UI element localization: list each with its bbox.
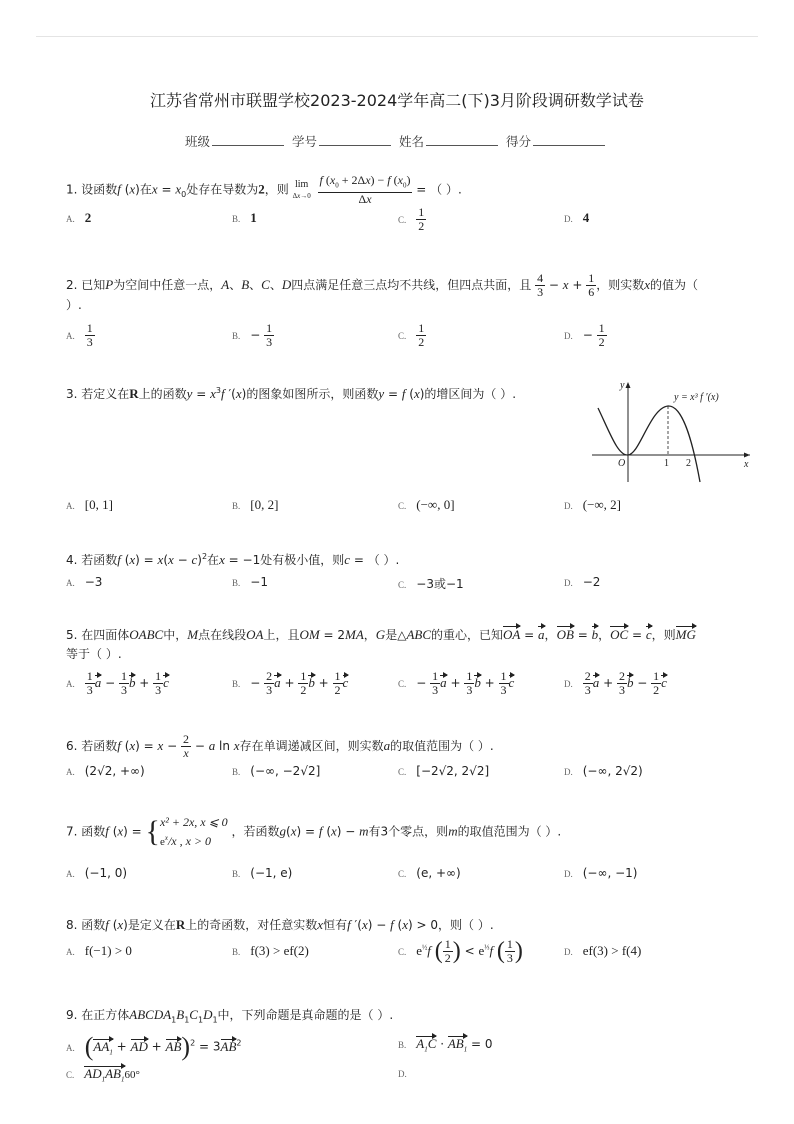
q4-option-d[interactable] [564, 575, 600, 589]
option-value: f(3) > ef(2) [250, 943, 309, 958]
y-axis-arrow [626, 382, 631, 388]
option-letter: A. [66, 869, 75, 879]
origin-label: O [618, 458, 626, 469]
q9-text: 中，下列命题是真命题的是（ ）. [217, 1008, 394, 1022]
option-value: [−2√2, 2√2] [416, 764, 490, 778]
option-letter: A. [66, 578, 75, 588]
q4-option-a[interactable] [66, 575, 102, 589]
name-blank[interactable] [426, 133, 498, 146]
q2-option-b[interactable]: B. − $\frac{1}{3}$ [232, 321, 273, 349]
q6-text: 存在单调递减区间，则实数 [239, 739, 384, 753]
option-value: 4 [582, 210, 590, 225]
question-4: 4. 若函数f $(x) = x(x - c)^2$在x = −1处有极小值，则c = （ ）. [66, 552, 400, 567]
q2-text: 为空间中任意一点， [113, 278, 222, 292]
option-value: (−∞, −2√2] [250, 764, 321, 778]
option-value: (−∞, 2√2) [582, 764, 643, 778]
x-axis-arrow [744, 453, 750, 458]
option-letter: C. [398, 501, 407, 511]
q6-option-d[interactable] [564, 764, 643, 778]
option-letter: C. [398, 767, 407, 777]
q4-text: 4. 若函数 [66, 553, 118, 567]
option-letter: B. [232, 947, 241, 957]
option-letter: C. [398, 580, 407, 590]
option-value: 1 [250, 210, 257, 225]
q2-option-d[interactable]: D. − $\frac{1}{2}$ [564, 321, 605, 349]
q2-text: 四点满足任意三点均不共线，但四点共面，且 [291, 278, 532, 292]
q4-text: （ ）. [367, 553, 400, 567]
option-letter: A. [66, 214, 75, 224]
q2-text: 的值为（ [650, 278, 699, 292]
q1-text: 处存在导数为 [186, 182, 259, 197]
q9-option-b[interactable]: B. $A_1C \cdot AB_1 = 0$ [398, 1036, 493, 1054]
q2-option-a[interactable]: A. $\frac{1}{3}$ [66, 321, 93, 349]
q4-option-b[interactable] [232, 575, 268, 589]
option-letter: A. [66, 679, 75, 689]
q8-text: 上的奇函数，对任意实数 [185, 918, 318, 932]
q3-text: 3. 若定义在 [66, 387, 130, 401]
option-letter: C. [398, 679, 407, 689]
question-7: 7. 函数f (x) = {x² + 2x, x ⩽ 0 $e^x/x$ , x > 0 ，若函数g(x) = f (x) − m有3个零点，则m的取值范围为（ ）. [66, 815, 562, 848]
question-2: 2. 已知P为空间中任意一点，A、B、C、D四点满足任意三点均不共线，但四点共面，且 $\frac{4}{3}$ − x + $\frac{1}{6}$ ，则实数x的值为（ [66, 271, 699, 299]
y-axis-label: y [620, 380, 625, 391]
option-value: (−1, e) [250, 866, 293, 880]
q8-text: 是定义在 [127, 918, 176, 932]
q5-text: 上，且 [263, 628, 300, 642]
question-2-cont: ）. [66, 298, 82, 312]
q9-option-c[interactable]: C. $AD_1AB_160^\circ$ [66, 1066, 140, 1084]
question-3: 3. 若定义在R上的函数$y = x^3f$ ′(x)的图象如图所示，则函数y = f (x)的增区间为（ ）. [66, 386, 517, 401]
option-value: −3或−1 [416, 577, 464, 591]
q6-text: 6. 若函数 [66, 739, 118, 753]
page-title: 江苏省常州市联盟学校2023-2024学年高二(下)3月阶段调研数学试卷 [150, 91, 644, 110]
q6-text: 的取值范围为（ ）. [390, 739, 494, 753]
option-letter: C. [398, 215, 407, 225]
option-letter: B. [232, 331, 241, 341]
q7-option-d[interactable] [564, 866, 637, 880]
option-letter: B. [398, 1040, 407, 1050]
option-value: (−∞, 2] [582, 497, 622, 512]
q9-option-a[interactable]: A. ($AA_1$ + AD + $AB)^2 = 3AB^2$ [66, 1032, 242, 1061]
q1-text: ，则 [264, 182, 289, 197]
q7-text: 7. 函数 [66, 824, 106, 839]
option-letter: B. [232, 869, 241, 879]
id-label: 学号 [291, 134, 317, 149]
q3-text: 的增区间为（ ）. [424, 387, 517, 401]
id-blank[interactable] [319, 133, 391, 146]
q2-text: ，则实数 [596, 278, 645, 292]
q5-text: ， [363, 628, 376, 642]
q8-option-a[interactable] [66, 943, 132, 959]
q5-text: 点在线段 [198, 628, 247, 642]
q7-text: ，若函数 [231, 824, 280, 839]
q9-option-d[interactable] [398, 1066, 417, 1080]
option-value: 2 [84, 210, 92, 225]
score-blank[interactable] [533, 133, 605, 146]
option-letter: B. [232, 501, 241, 511]
option-letter: C. [398, 947, 407, 957]
q2-option-c[interactable]: C. $\frac{1}{2}$ [398, 321, 425, 349]
q9-text: 9. 在正方体 [66, 1008, 130, 1022]
q3-option-c[interactable] [398, 497, 455, 513]
student-info-line [0, 132, 794, 150]
q5-text: 中， [163, 628, 188, 642]
q8-option-c[interactable]: C. $e^{\frac{1}{2}}f$ ( $\frac{1}{2}$ ) < $e^{\frac{1}{3}}f$ ( $\frac{1}{3}$ ) [398, 937, 523, 965]
class-blank[interactable] [212, 133, 284, 146]
question-8: 8. 函数f (x)是定义在R上的奇函数，对任意实数x恒有f ′(x) − f (x) > 0，则（ ）. [66, 917, 494, 932]
header-divider [36, 36, 758, 37]
q4-option-c[interactable] [398, 575, 464, 592]
q5-text: 的重心，已知 [431, 628, 504, 642]
q1-option-d[interactable] [564, 210, 589, 226]
option-letter: D. [564, 947, 573, 957]
option-value: (2√2, +∞) [84, 764, 145, 778]
option-letter: B. [232, 679, 241, 689]
option-value: (e, +∞) [416, 866, 461, 880]
q4-text: 处有极小值，则 [260, 553, 345, 567]
q1-text: 1. 设函数 [66, 182, 118, 197]
q2-text: 2. 已知 [66, 278, 106, 292]
q4-text: 在 [207, 553, 220, 567]
option-value: [0, 2] [250, 497, 279, 512]
option-letter: D. [564, 767, 573, 777]
q5-option-a[interactable]: A. $\frac{1}{3}$ a − $\frac{1}{3}$ b + $\frac{1}{3}$ c [66, 669, 169, 697]
option-letter: D. [564, 214, 573, 224]
option-value: f(−1) > 0 [84, 943, 132, 958]
q6-option-b[interactable] [232, 764, 320, 778]
score-label: 得分 [505, 134, 531, 149]
option-letter: A. [66, 947, 75, 957]
option-value: (−∞, 0] [416, 497, 455, 512]
x-axis-label: x [744, 459, 749, 470]
option-letter: C. [398, 869, 407, 879]
name-label: 姓名 [398, 134, 424, 149]
q5-option-d[interactable]: D. $\frac{2}{3}$ a + $\frac{2}{3}$ b − $\frac{1}{2}$ c [564, 669, 667, 697]
q5-text: 5. 在四面体 [66, 628, 130, 642]
q5-text: 是 [385, 628, 398, 642]
q7-text: 有3个零点，则 [368, 824, 449, 839]
option-letter: C. [66, 1070, 75, 1080]
q5-option-b[interactable]: B. − $\frac{2}{3}$ a + $\frac{1}{2}$ b + $\frac{1}{2}$ c [232, 669, 349, 697]
q1-option-c[interactable]: C. $\frac{1}{2}$ [398, 205, 425, 233]
q1-text: （ ）. [430, 182, 462, 197]
option-letter: D. [564, 869, 573, 879]
question-5: 5. 在四面体OABC中，M点在线段OA上，且OM = 2MA，G是△ABC的重心，已知OA = a，OB = b，OC = c，则MG [66, 627, 696, 642]
q7-text: 的取值范围为（ ）. [457, 824, 562, 839]
option-letter: A. [66, 501, 75, 511]
option-letter: B. [232, 767, 241, 777]
option-value: −3 [84, 575, 103, 589]
curve [598, 406, 700, 482]
option-letter: C. [398, 331, 407, 341]
option-letter: A. [66, 331, 75, 341]
q7-option-b[interactable] [232, 866, 292, 880]
option-letter: D. [398, 1069, 407, 1079]
option-value: [0, 1] [84, 497, 113, 512]
q1-text: 在 [139, 182, 152, 197]
option-letter: B. [232, 214, 241, 224]
option-letter: D. [564, 331, 573, 341]
q8-text: 恒有 [323, 918, 348, 932]
q8-option-b[interactable] [232, 943, 309, 959]
q1-option-b[interactable] [232, 210, 257, 226]
q3-option-d[interactable] [564, 497, 621, 513]
option-value: −2 [582, 575, 601, 589]
q3-option-a[interactable] [66, 497, 113, 513]
question-1: 1. 设函数f (x)在$x = x_0$处存在导数为2，则 lim Δx→0 $\frac{f (x_0 + 2\Delta x) - f (x_0)}{\Delta x}$ = （ ）. [66, 173, 462, 207]
option-value: ef(3) > f(4) [582, 943, 642, 958]
q3-text: 的图象如图所示，则函数 [246, 387, 379, 401]
q6-option-c[interactable] [398, 764, 489, 778]
q1-fraction: $\frac{f (x_0 + 2\Delta x) - f (x_0)}{\Delta x}$ [319, 173, 411, 207]
q7-option-a[interactable] [66, 866, 127, 880]
option-letter: D. [564, 679, 573, 689]
q8-text: 8. 函数 [66, 918, 106, 932]
q8-option-d[interactable] [564, 943, 641, 959]
question-9: 9. 在正方体$ABCDA_1B_1C_1D_1$中，下列命题是真命题的是（ ）. [66, 1007, 394, 1025]
option-letter: D. [564, 501, 573, 511]
option-value: 60° [124, 1069, 140, 1081]
q6-option-a[interactable] [66, 764, 145, 778]
option-value: −1 [250, 575, 268, 589]
q5-text: ，则 [651, 628, 676, 642]
tick-label-2: 2 [686, 458, 691, 469]
question-6: 6. 若函数f (x) = x − $\frac{2}{x}$ − a ln x存在单调递减区间，则实数a的取值范围为（ ）. [66, 732, 494, 760]
q8-text: ，则（ ）. [438, 918, 494, 932]
q3-function-graph [588, 378, 758, 486]
class-label: 班级 [184, 134, 210, 149]
curve-label: y = x³ f ′(x) [674, 392, 719, 403]
option-letter: D. [564, 578, 573, 588]
q1-option-a[interactable] [66, 210, 91, 226]
option-letter: A. [66, 1042, 75, 1053]
tick-label-1: 1 [664, 458, 669, 469]
q7-option-c[interactable] [398, 866, 461, 880]
q3-option-b[interactable] [232, 497, 278, 513]
q5-option-c[interactable]: C. − $\frac{1}{3}$ a + $\frac{1}{3}$ b + $\frac{1}{3}$ c [398, 669, 515, 697]
option-value: (−∞, −1) [582, 866, 638, 880]
option-value: (−1, 0) [84, 866, 128, 880]
option-letter: B. [232, 578, 241, 588]
option-letter: A. [66, 767, 75, 777]
question-5-cont: 等于（ ）. [66, 647, 122, 661]
q3-text: 上的函数 [138, 387, 187, 401]
